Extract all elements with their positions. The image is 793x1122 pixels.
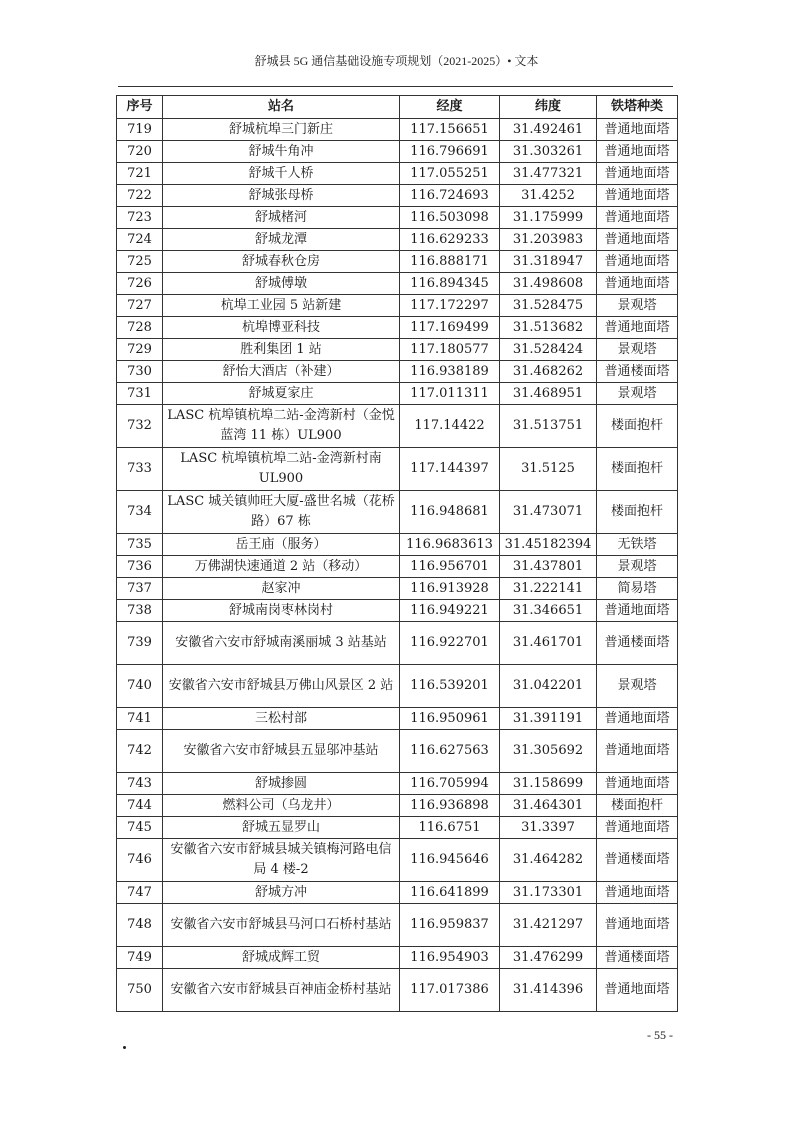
cell-station-name: 舒城龙潭	[163, 229, 400, 251]
cell-latitude: 31.476299	[500, 947, 597, 969]
cell-tower-type: 普通地面塔	[597, 163, 678, 185]
column-header-no: 序号	[117, 96, 163, 119]
cell-latitude: 31.4252	[500, 185, 597, 207]
table-row	[117, 251, 678, 273]
cell-longitude: 116.949221	[400, 600, 500, 622]
cell-longitude: 116.539201	[400, 665, 500, 708]
cell-station-name: 舒城春秋仓房	[163, 251, 400, 273]
cell-no: 734	[117, 491, 163, 534]
cell-no: 740	[117, 665, 163, 708]
table-row	[117, 708, 678, 730]
table-row	[117, 882, 678, 904]
cell-no: 722	[117, 185, 163, 207]
cell-station-name: 舒城牛角冲	[163, 141, 400, 163]
table-row	[117, 773, 678, 795]
cell-longitude: 116.936898	[400, 795, 500, 817]
cell-station-name: 舒城五显罗山	[163, 817, 400, 839]
cell-no: 750	[117, 969, 163, 1012]
cell-latitude: 31.468951	[500, 383, 597, 405]
cell-tower-type: 普通地面塔	[597, 185, 678, 207]
table-body	[117, 119, 678, 1012]
cell-station-name: 舒城傅墩	[163, 273, 400, 295]
cell-latitude: 31.45182394	[500, 534, 597, 556]
cell-no: 724	[117, 229, 163, 251]
cell-latitude: 31.437801	[500, 556, 597, 578]
footer-dot	[123, 1046, 126, 1049]
cell-longitude: 117.172297	[400, 295, 500, 317]
cell-station-name: 岳王庙（服务）	[163, 534, 400, 556]
cell-longitude: 116.888171	[400, 251, 500, 273]
cell-tower-type: 普通地面塔	[597, 207, 678, 229]
cell-longitude: 116.913928	[400, 578, 500, 600]
cell-tower-type: 普通地面塔	[597, 600, 678, 622]
cell-longitude: 117.169499	[400, 317, 500, 339]
cell-longitude: 116.6751	[400, 817, 500, 839]
cell-station-name: 舒城张母桥	[163, 185, 400, 207]
table-row	[117, 339, 678, 361]
cell-tower-type: 普通地面塔	[597, 773, 678, 795]
cell-no: 725	[117, 251, 163, 273]
table-row	[117, 534, 678, 556]
cell-no: 726	[117, 273, 163, 295]
cell-no: 735	[117, 534, 163, 556]
table-row	[117, 405, 678, 448]
cell-no: 720	[117, 141, 163, 163]
cell-longitude: 116.724693	[400, 185, 500, 207]
cell-latitude: 31.414396	[500, 969, 597, 1012]
cell-longitude: 117.14422	[400, 405, 500, 448]
cell-tower-type: 普通地面塔	[597, 317, 678, 339]
cell-latitude: 31.222141	[500, 578, 597, 600]
cell-tower-type: 普通地面塔	[597, 273, 678, 295]
cell-station-name: 三松村部	[163, 708, 400, 730]
cell-latitude: 31.391191	[500, 708, 597, 730]
cell-longitude: 116.959837	[400, 904, 500, 947]
cell-station-name: 舒城南岗枣林岗村	[163, 600, 400, 622]
table-row	[117, 119, 678, 141]
cell-no: 737	[117, 578, 163, 600]
cell-station-name: 舒城方冲	[163, 882, 400, 904]
cell-station-name: 舒城夏家庄	[163, 383, 400, 405]
cell-station-name: 安徽省六安市舒城县马河口石桥村基站	[163, 904, 400, 947]
cell-tower-type: 普通地面塔	[597, 730, 678, 773]
cell-station-name: 万佛湖快速通道 2 站（移动）	[163, 556, 400, 578]
cell-latitude: 31.477321	[500, 163, 597, 185]
cell-no: 741	[117, 708, 163, 730]
cell-station-name: 舒城成辉工贸	[163, 947, 400, 969]
cell-latitude: 31.346651	[500, 600, 597, 622]
cell-longitude: 116.948681	[400, 491, 500, 534]
table-row	[117, 795, 678, 817]
cell-longitude: 116.950961	[400, 708, 500, 730]
cell-no: 742	[117, 730, 163, 773]
cell-tower-type: 普通楼面塔	[597, 361, 678, 383]
cell-latitude: 31.513682	[500, 317, 597, 339]
column-header-name: 站名	[163, 96, 400, 119]
cell-station-name: 安徽省六安市舒城县五显邬冲基站	[163, 730, 400, 773]
table-row	[117, 383, 678, 405]
cell-longitude: 117.180577	[400, 339, 500, 361]
table-row	[117, 163, 678, 185]
station-table	[116, 95, 678, 1012]
cell-tower-type: 普通楼面塔	[597, 839, 678, 882]
page-header: 舒城县 5G 通信基础设施专项规划（2021-2025）• 文本	[254, 54, 539, 68]
cell-latitude: 31.203983	[500, 229, 597, 251]
table-row	[117, 969, 678, 1012]
cell-longitude: 117.011311	[400, 383, 500, 405]
column-header-tower-type: 铁塔种类	[597, 96, 678, 119]
cell-latitude: 31.464282	[500, 839, 597, 882]
cell-tower-type: 简易塔	[597, 578, 678, 600]
table-row	[117, 448, 678, 491]
cell-longitude: 116.938189	[400, 361, 500, 383]
cell-station-name: 燃料公司（乌龙井）	[163, 795, 400, 817]
cell-tower-type: 楼面抱杆	[597, 405, 678, 448]
cell-tower-type: 景观塔	[597, 556, 678, 578]
cell-latitude: 31.464301	[500, 795, 597, 817]
table-row	[117, 904, 678, 947]
cell-latitude: 31.492461	[500, 119, 597, 141]
cell-tower-type: 普通地面塔	[597, 708, 678, 730]
table-row	[117, 730, 678, 773]
cell-latitude: 31.528424	[500, 339, 597, 361]
table-row	[117, 665, 678, 708]
cell-no: 728	[117, 317, 163, 339]
cell-no: 743	[117, 773, 163, 795]
cell-station-name: 舒城掺圆	[163, 773, 400, 795]
cell-no: 723	[117, 207, 163, 229]
cell-latitude: 31.528475	[500, 295, 597, 317]
cell-longitude: 117.055251	[400, 163, 500, 185]
cell-longitude: 116.945646	[400, 839, 500, 882]
cell-tower-type: 景观塔	[597, 383, 678, 405]
table-row	[117, 491, 678, 534]
cell-station-name: LASC 城关镇帅旺大厦-盛世名城（花桥路）67 栋	[163, 491, 400, 534]
table-row	[117, 556, 678, 578]
cell-longitude: 116.922701	[400, 622, 500, 665]
cell-no: 745	[117, 817, 163, 839]
cell-latitude: 31.513751	[500, 405, 597, 448]
table-row	[117, 141, 678, 163]
cell-tower-type: 景观塔	[597, 295, 678, 317]
cell-longitude: 116.954903	[400, 947, 500, 969]
table-row	[117, 578, 678, 600]
cell-station-name: 杭埠工业园 5 站新建	[163, 295, 400, 317]
table-row	[117, 295, 678, 317]
cell-station-name: 胜利集团 1 站	[163, 339, 400, 361]
cell-latitude: 31.473071	[500, 491, 597, 534]
cell-latitude: 31.042201	[500, 665, 597, 708]
page-number: - 55 -	[647, 1028, 673, 1042]
cell-station-name: 舒怡大酒店（补建）	[163, 361, 400, 383]
cell-no: 731	[117, 383, 163, 405]
cell-station-name: LASC 杭埠镇杭埠二站-金湾新村（金悦蓝湾 11 栋）UL900	[163, 405, 400, 448]
cell-longitude: 117.017386	[400, 969, 500, 1012]
cell-station-name: 舒城楮河	[163, 207, 400, 229]
cell-no: 748	[117, 904, 163, 947]
cell-latitude: 31.421297	[500, 904, 597, 947]
cell-latitude: 31.468262	[500, 361, 597, 383]
column-header-longitude: 经度	[400, 96, 500, 119]
cell-longitude: 116.894345	[400, 273, 500, 295]
cell-tower-type: 普通楼面塔	[597, 622, 678, 665]
cell-latitude: 31.461701	[500, 622, 597, 665]
cell-station-name: 赵家冲	[163, 578, 400, 600]
cell-station-name: 杭埠博亚科技	[163, 317, 400, 339]
table-row	[117, 839, 678, 882]
table-row	[117, 817, 678, 839]
cell-tower-type: 普通地面塔	[597, 817, 678, 839]
table-row	[117, 622, 678, 665]
cell-tower-type: 普通地面塔	[597, 969, 678, 1012]
cell-longitude: 117.156651	[400, 119, 500, 141]
cell-no: 730	[117, 361, 163, 383]
cell-latitude: 31.173301	[500, 882, 597, 904]
cell-tower-type: 无铁塔	[597, 534, 678, 556]
cell-tower-type: 景观塔	[597, 339, 678, 361]
header-divider	[118, 86, 673, 87]
table-row	[117, 361, 678, 383]
cell-station-name: 安徽省六安市舒城县城关镇梅河路电信局 4 楼-2	[163, 839, 400, 882]
cell-latitude: 31.3397	[500, 817, 597, 839]
cell-latitude: 31.318947	[500, 251, 597, 273]
cell-station-name: 安徽省六安市舒城县万佛山风景区 2 站	[163, 665, 400, 708]
cell-longitude: 116.503098	[400, 207, 500, 229]
table-row	[117, 229, 678, 251]
cell-no: 727	[117, 295, 163, 317]
cell-tower-type: 楼面抱杆	[597, 448, 678, 491]
table-row	[117, 273, 678, 295]
cell-tower-type: 普通地面塔	[597, 882, 678, 904]
cell-latitude: 31.158699	[500, 773, 597, 795]
cell-longitude: 116.629233	[400, 229, 500, 251]
cell-station-name: 舒城千人桥	[163, 163, 400, 185]
cell-no: 738	[117, 600, 163, 622]
table-row	[117, 600, 678, 622]
cell-longitude: 117.144397	[400, 448, 500, 491]
cell-tower-type: 楼面抱杆	[597, 795, 678, 817]
cell-longitude: 116.641899	[400, 882, 500, 904]
cell-no: 744	[117, 795, 163, 817]
table-header-row	[117, 96, 678, 119]
cell-latitude: 31.303261	[500, 141, 597, 163]
cell-station-name: 舒城杭埠三门新庄	[163, 119, 400, 141]
cell-station-name: 安徽省六安市舒城县百神庙金桥村基站	[163, 969, 400, 1012]
cell-no: 721	[117, 163, 163, 185]
cell-latitude: 31.5125	[500, 448, 597, 491]
cell-tower-type: 普通楼面塔	[597, 947, 678, 969]
cell-no: 719	[117, 119, 163, 141]
cell-no: 729	[117, 339, 163, 361]
cell-latitude: 31.498608	[500, 273, 597, 295]
cell-longitude: 116.705994	[400, 773, 500, 795]
cell-no: 747	[117, 882, 163, 904]
cell-tower-type: 普通地面塔	[597, 119, 678, 141]
cell-tower-type: 普通地面塔	[597, 251, 678, 273]
cell-longitude: 116.9683613	[400, 534, 500, 556]
cell-latitude: 31.305692	[500, 730, 597, 773]
cell-longitude: 116.956701	[400, 556, 500, 578]
table-row	[117, 317, 678, 339]
column-header-latitude: 纬度	[500, 96, 597, 119]
cell-tower-type: 普通地面塔	[597, 904, 678, 947]
cell-no: 732	[117, 405, 163, 448]
cell-latitude: 31.175999	[500, 207, 597, 229]
cell-tower-type: 普通地面塔	[597, 141, 678, 163]
cell-tower-type: 景观塔	[597, 665, 678, 708]
cell-tower-type: 普通地面塔	[597, 229, 678, 251]
cell-no: 739	[117, 622, 163, 665]
cell-no: 733	[117, 448, 163, 491]
cell-no: 746	[117, 839, 163, 882]
cell-no: 736	[117, 556, 163, 578]
cell-tower-type: 楼面抱杆	[597, 491, 678, 534]
cell-longitude: 116.627563	[400, 730, 500, 773]
cell-longitude: 116.796691	[400, 141, 500, 163]
table-row	[117, 185, 678, 207]
table-row	[117, 947, 678, 969]
cell-station-name: LASC 杭埠镇杭埠二站-金湾新村南 UL900	[163, 448, 400, 491]
table-row	[117, 207, 678, 229]
cell-no: 749	[117, 947, 163, 969]
cell-station-name: 安徽省六安市舒城南溪丽城 3 站基站	[163, 622, 400, 665]
